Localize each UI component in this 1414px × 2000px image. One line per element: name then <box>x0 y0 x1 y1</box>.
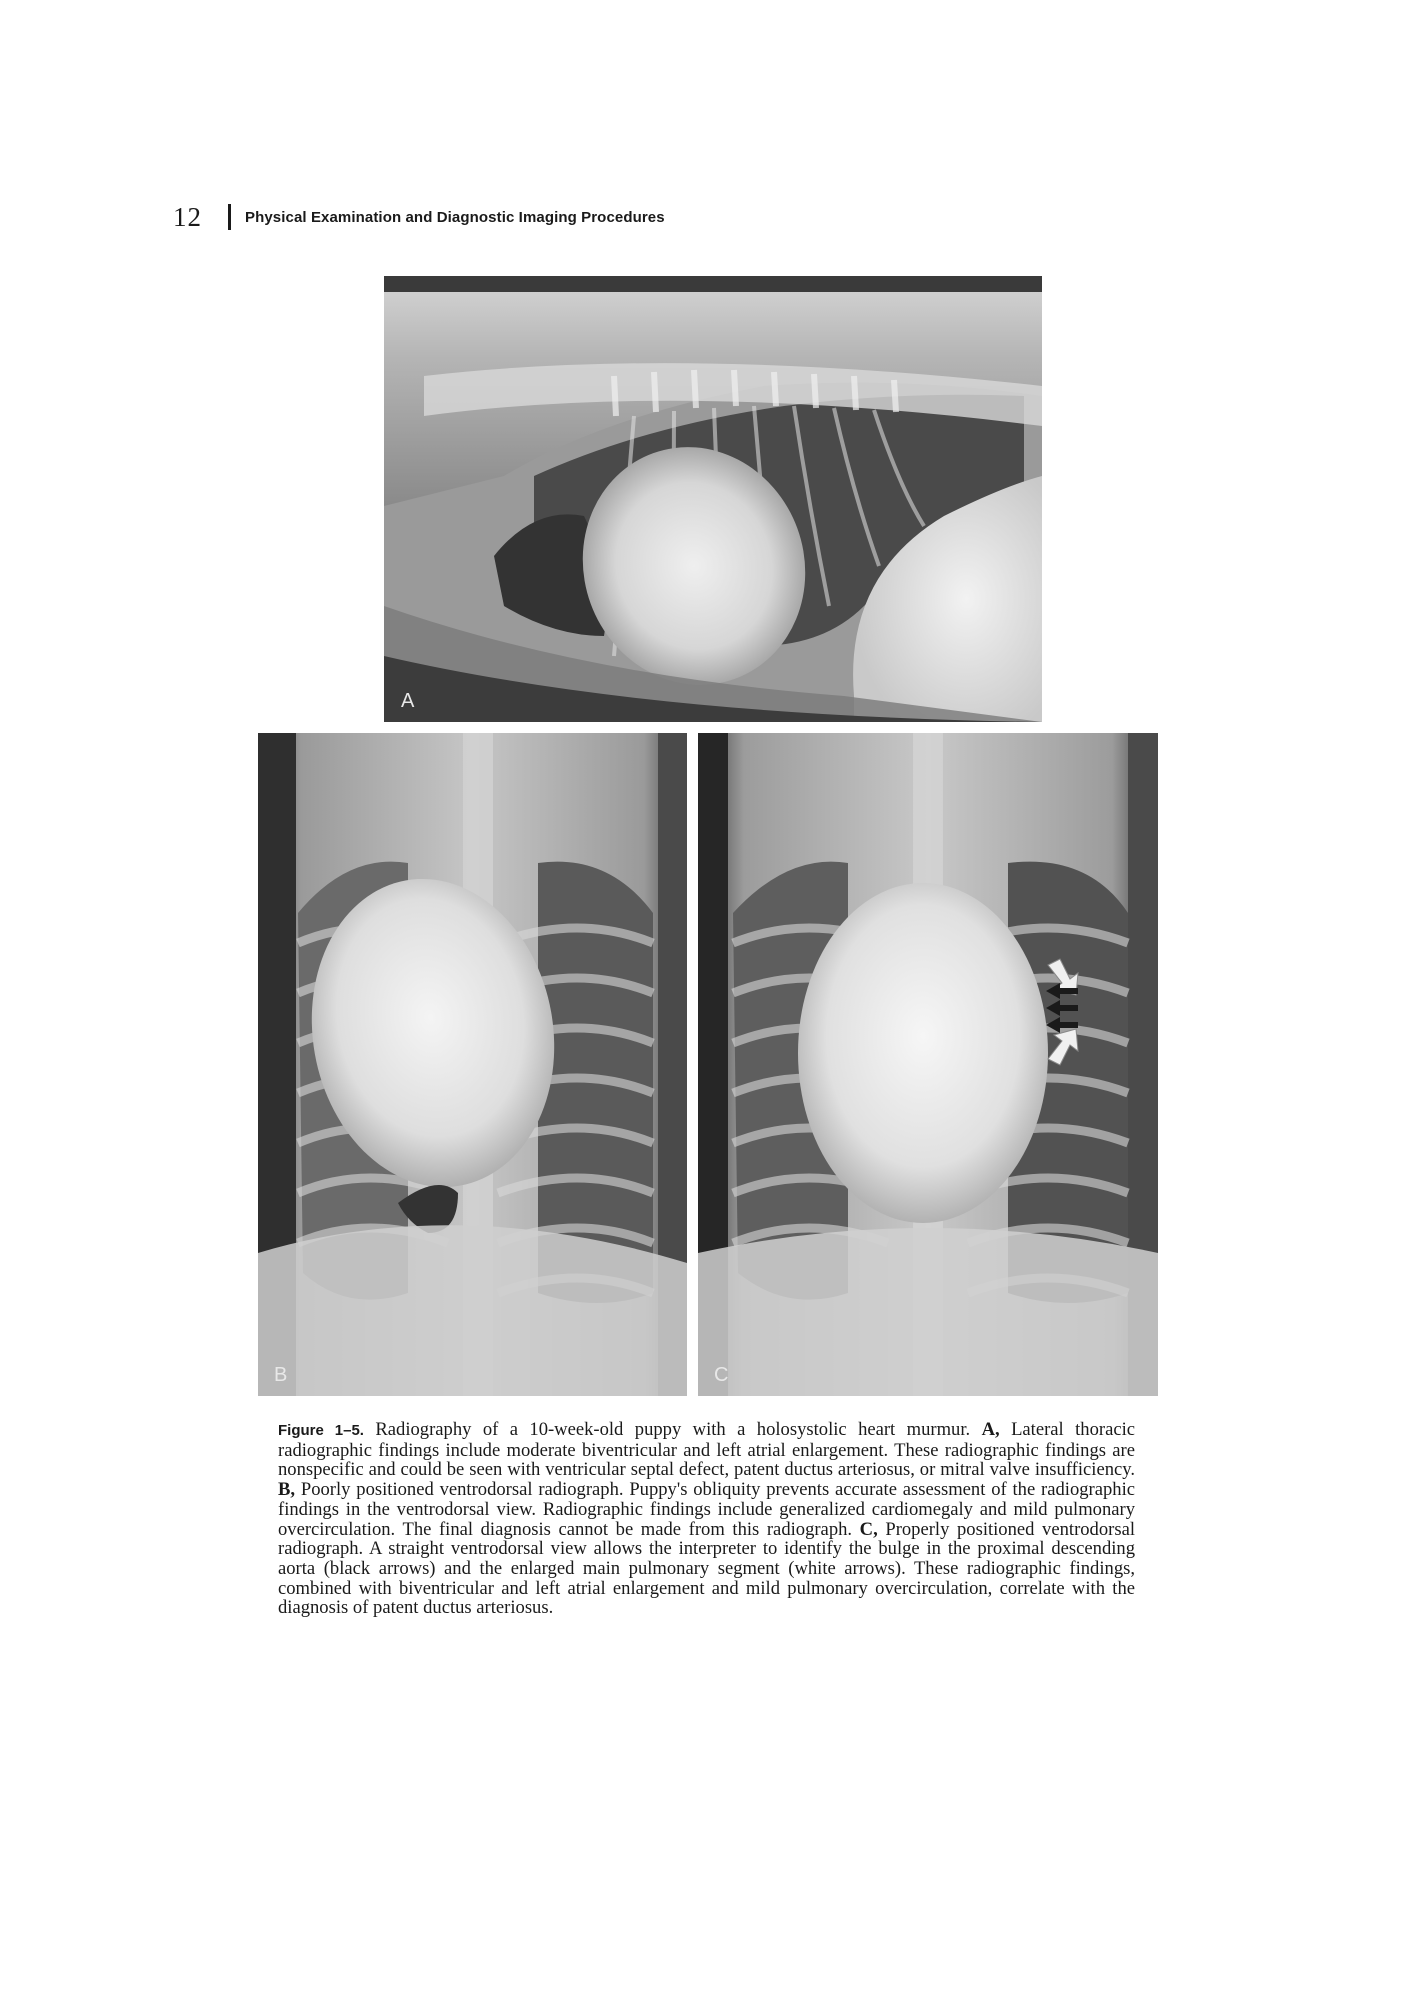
running-head <box>173 202 665 232</box>
figure-caption <box>278 1420 1135 1618</box>
radiograph-panel-c <box>698 733 1158 1396</box>
radiograph-panel-b <box>258 733 687 1396</box>
panel-letter-c: C <box>714 1364 729 1386</box>
ventrodorsal-radiograph-b-image <box>258 733 687 1396</box>
caption-c-text: Properly positioned ventrodorsal radiograph. A straight ventrodorsal view allows the interpreter to identify the bulge in the proximal descending aorta (black arrows) and the enlarged main pulmonary segment (white arrows). These radiographic findings, combined with biventricular and left atrial enlargement and mild pulmonary overcirculation, correlate with the diagnosis of patent ductus arteriosus. <box>278 1518 1135 1619</box>
panel-letter-a: A <box>401 690 415 712</box>
caption-b-text: Poorly positioned ventrodorsal radiograph. Puppy's obliquity prevents accurate assessment of the radiographic findings in the ventrodorsal view. Radiographic findings include generalized cardiomegaly and mild pulmonary overcirculation. The final diagnosis cannot be made from this radiograph. <box>278 1479 1135 1540</box>
caption-a-label: A, <box>981 1419 1000 1440</box>
radiograph-panel-a <box>384 276 1042 722</box>
lateral-radiograph-image <box>384 276 1042 722</box>
page-number: 12 <box>173 201 202 232</box>
panel-letter-b: B <box>274 1364 288 1386</box>
ventrodorsal-radiograph-c-image <box>698 733 1158 1396</box>
caption-a-text: Lateral thoracic radiographic findings include moderate biventricular and left atrial enlargement. These radiographic findings are nonspecific and could be seen with ventricular septal defect, patent ductus arteriosus, or mitral valve insufficiency. <box>278 1419 1135 1481</box>
running-title: Physical Examination and Diagnostic Imaging Procedures <box>245 208 665 226</box>
header-rule <box>228 204 231 230</box>
figure-label: Figure 1–5. <box>278 1422 364 1439</box>
caption-intro: Radiography of a 10-week-old puppy with a holosystolic heart murmur. <box>363 1419 982 1440</box>
caption-c-label: C, <box>859 1518 878 1540</box>
caption-b-label: B, <box>278 1479 296 1501</box>
